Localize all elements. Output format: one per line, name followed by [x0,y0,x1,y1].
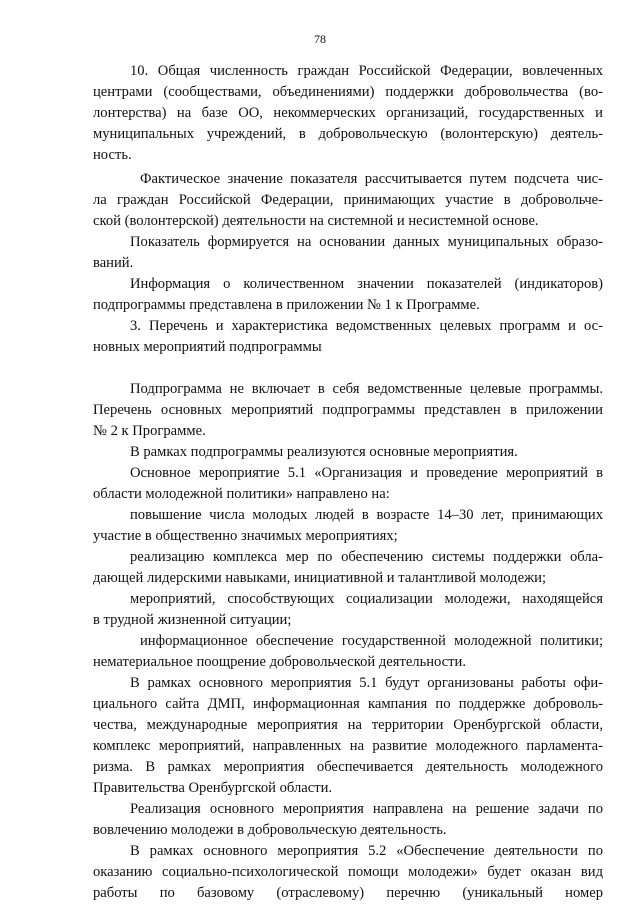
text-line: Информация о количественном значении показателей (индикаторов) [130,276,603,292]
text-line: Перечень основных мероприятий подпрограммы представлен в приложении [93,402,603,418]
text-line: области молодежной политики» направлено на: [93,486,390,502]
text-line: работы по базовому (отраслевому) перечню (уникальный номер [93,885,603,901]
text-line: Правительства Оренбургской области. [93,780,333,796]
text-line: В рамках основного мероприятия 5.1 будут организованы работы офи- [130,675,603,691]
text-line: нематериальное поощрение добровольческой деятельности. [93,654,467,670]
text-line: В рамках подпрограммы реализуются основные мероприятия. [130,444,518,460]
text-line: ла граждан Российской Федерации, принимающих участие в добровольче- [93,192,603,208]
text-line: информационное обеспечение государственной молодежной политики; [140,633,603,649]
section-heading: 3. Перечень и характеристика ведомственных целевых программ и ос- [130,318,603,334]
text-line: В рамках основного мероприятия 5.2 «Обеспечение деятельности по [130,843,603,859]
text-line: участие в общественно значимых мероприятиях; [93,528,398,544]
text-line: повышение числа молодых людей в возрасте 14–30 лет, принимающих [130,507,603,523]
text-line: муниципальных учреждений, в добровольческую (волонтерскую) деятель- [93,126,603,142]
text-line: Подпрограмма не включает в себя ведомственные целевые программы. [130,381,603,397]
text-line: реализацию комплекса мер по обеспечению системы поддержки обла- [130,549,603,565]
text-line: ваний. [93,255,134,271]
text-line: лонтерства) на базе ОО, некоммерческих организаций, государственных и [93,105,603,121]
text-line: в трудной жизненной ситуации; [93,612,292,628]
section-heading: новных мероприятий подпрограммы [93,339,322,355]
text-line: Реализация основного мероприятия направлена на решение задачи по [130,801,603,817]
text-line: чества, международные мероприятия на территории Оренбургской области, [93,717,603,733]
text-line: подпрограммы представлена в приложении № 1 к Программе. [93,297,480,313]
text-line: центрами (сообществами, объединениями) поддержки добровольчества (во- [93,84,603,100]
text-line: ризма. В рамках мероприятия обеспечивается деятельность молодежного [93,759,603,775]
text-line: вовлечению молодежи в добровольческую деятельность. [93,822,447,838]
text-line: ность. [93,147,132,163]
text-line: мероприятий, способствующих социализации молодежи, находящейся [130,591,603,607]
text-line: Основное мероприятие 5.1 «Организация и проведение мероприятий в [130,465,603,481]
text-line: № 2 к Программе. [93,423,206,439]
text-line: оказанию социально-психологической помощи молодежи» будет оказан вид [93,864,603,880]
text-line: 10. Общая численность граждан Российской Федерации, вовлеченных [130,63,603,79]
page-number: 78 [314,32,326,46]
text-line: комплекс мероприятий, направленных на развитие молодежного парламента- [93,738,603,754]
text-line: Показатель формируется на основании данных муниципальных образо- [130,234,603,250]
text-line: Фактическое значение показателя рассчитывается путем подсчета чис- [140,171,603,187]
text-line: дающей лидерскими навыками, инициативной и талантливой молодежи; [93,570,546,586]
text-line: циального сайта ДМП, информационная кампания по поддержке доброволь- [93,696,603,712]
text-line: ской (волонтерской) деятельности на системной и несистемной основе. [93,213,539,229]
